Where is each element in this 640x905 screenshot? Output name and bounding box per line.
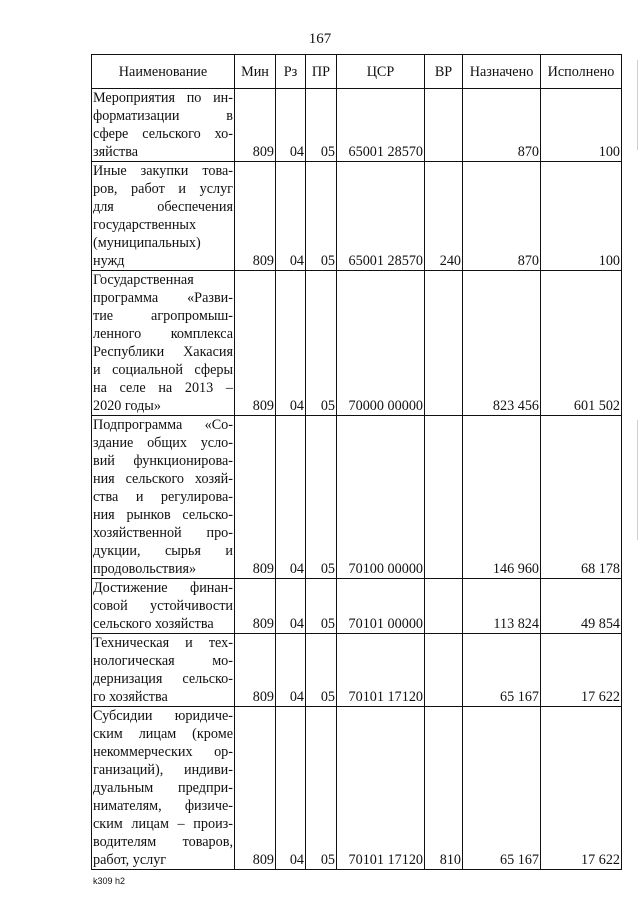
budget-table [91, 54, 622, 870]
name-line: дуальным предпри- [93, 780, 233, 796]
cell-min: 809 [235, 579, 276, 634]
cell-assigned: 870 [463, 162, 541, 271]
name-line: государственных [93, 217, 197, 233]
name-line: Иные закупки това- [93, 163, 233, 179]
name-line: совой устойчивости [93, 598, 233, 614]
header-csr: ЦСР [337, 55, 425, 89]
name-line: ганизаций), индиви- [93, 762, 233, 778]
cell-assigned: 870 [463, 89, 541, 162]
cell-name [92, 707, 235, 870]
cell-csr: 65001 28570 [337, 162, 425, 271]
name-line: ства и регулирова- [93, 489, 233, 505]
cell-min: 809 [235, 416, 276, 579]
cell-name [92, 89, 235, 162]
cell-csr: 65001 28570 [337, 89, 425, 162]
name-line: нужд [93, 253, 125, 269]
cell-min: 809 [235, 89, 276, 162]
name-line: Техническая и тех- [93, 635, 233, 651]
table-row [92, 634, 622, 707]
name-line: Субсидии юридиче- [93, 708, 233, 724]
cell-vr [425, 634, 463, 707]
name-line: сфере сельского хо- [93, 126, 233, 142]
name-line: го хозяйства [93, 689, 168, 705]
cell-rz: 04 [276, 579, 306, 634]
header-assigned: Назначено [463, 55, 541, 89]
cell-pr: 05 [306, 707, 337, 870]
cell-pr: 05 [306, 416, 337, 579]
name-line: продовольствия» [93, 561, 197, 577]
name-line: здание общих усло- [93, 435, 233, 451]
name-line: сельского хозяйства [93, 616, 214, 632]
name-line: дукции, сырья и [93, 543, 233, 559]
cell-name [92, 579, 235, 634]
cell-assigned: 65 167 [463, 707, 541, 870]
cell-rz: 04 [276, 707, 306, 870]
header-executed: Исполнено [541, 55, 622, 89]
cell-min: 809 [235, 707, 276, 870]
name-line: ским лицам – произ- [93, 816, 233, 832]
cell-executed: 100 [541, 89, 622, 162]
scan-edge-mark [637, 420, 638, 540]
cell-rz: 04 [276, 271, 306, 416]
header-vr: ВР [425, 55, 463, 89]
cell-vr [425, 579, 463, 634]
name-line: ленного комплекса [93, 326, 233, 342]
name-line: нологическая мо- [93, 653, 233, 669]
name-line: ров, работ и услуг [93, 181, 233, 197]
name-line: тие агропромыш- [93, 308, 233, 324]
cell-vr [425, 89, 463, 162]
scan-edge-mark [637, 60, 638, 150]
table-row [92, 707, 622, 870]
cell-pr: 05 [306, 634, 337, 707]
cell-vr [425, 271, 463, 416]
name-line: (муниципальных) [93, 235, 201, 251]
footer-code: k309 h2 [93, 876, 126, 886]
cell-executed: 17 622 [541, 634, 622, 707]
cell-executed: 601 502 [541, 271, 622, 416]
cell-min: 809 [235, 162, 276, 271]
name-line: 2020 годы» [93, 398, 161, 414]
name-line: нимателям, физиче- [93, 798, 233, 814]
name-line: зяйства [93, 144, 139, 160]
header-min: Мин [235, 55, 276, 89]
cell-csr: 70101 17120 [337, 707, 425, 870]
name-line: Республики Хакасия [93, 344, 233, 360]
cell-min: 809 [235, 634, 276, 707]
name-line: работ, услуг [93, 852, 167, 868]
cell-rz: 04 [276, 634, 306, 707]
cell-name [92, 271, 235, 416]
table-body [92, 89, 622, 870]
cell-pr: 05 [306, 271, 337, 416]
cell-vr: 810 [425, 707, 463, 870]
cell-executed: 49 854 [541, 579, 622, 634]
cell-executed: 100 [541, 162, 622, 271]
cell-rz: 04 [276, 89, 306, 162]
header-rz: Рз [276, 55, 306, 89]
cell-rz: 04 [276, 416, 306, 579]
name-line: ния сельского хозяй- [93, 471, 233, 487]
name-line: вий функционирова- [93, 453, 233, 469]
cell-csr: 70101 17120 [337, 634, 425, 707]
header-pr: ПР [306, 55, 337, 89]
table-row [92, 579, 622, 634]
name-line: Подпрограмма «Со- [93, 417, 233, 433]
cell-csr: 70000 00000 [337, 271, 425, 416]
name-line: Достижение финан- [93, 580, 233, 596]
table-row [92, 416, 622, 579]
cell-assigned: 823 456 [463, 271, 541, 416]
cell-name [92, 162, 235, 271]
cell-rz: 04 [276, 162, 306, 271]
name-line: хозяйственной про- [93, 525, 233, 541]
cell-executed: 68 178 [541, 416, 622, 579]
table-header-row [92, 55, 622, 89]
name-line: на селе на 2013 – [93, 380, 233, 396]
cell-assigned: 146 960 [463, 416, 541, 579]
name-line: некоммерческих ор- [93, 744, 233, 760]
cell-assigned: 65 167 [463, 634, 541, 707]
name-line: и социальной сферы [93, 362, 233, 378]
table-row [92, 89, 622, 162]
name-line: ским лицам (кроме [93, 726, 233, 742]
table-row [92, 162, 622, 271]
page-number: 167 [308, 31, 332, 47]
name-line: для обеспечения [93, 199, 233, 215]
cell-vr: 240 [425, 162, 463, 271]
cell-vr [425, 416, 463, 579]
header-name: Наименование [92, 55, 235, 89]
name-line: форматизации в [93, 108, 233, 124]
name-line: программа «Разви- [93, 290, 233, 306]
cell-csr: 70100 00000 [337, 416, 425, 579]
name-line: Мероприятия по ин- [93, 90, 233, 106]
table-row [92, 271, 622, 416]
name-line: дернизация сельско- [93, 671, 233, 687]
cell-min: 809 [235, 271, 276, 416]
cell-pr: 05 [306, 162, 337, 271]
cell-pr: 05 [306, 579, 337, 634]
cell-csr: 70101 00000 [337, 579, 425, 634]
name-line: ния рынков сельско- [93, 507, 233, 523]
name-line: Государственная [93, 272, 194, 288]
name-line: водителям товаров, [93, 834, 233, 850]
cell-assigned: 113 824 [463, 579, 541, 634]
cell-name [92, 416, 235, 579]
cell-executed: 17 622 [541, 707, 622, 870]
cell-pr: 05 [306, 89, 337, 162]
cell-name [92, 634, 235, 707]
